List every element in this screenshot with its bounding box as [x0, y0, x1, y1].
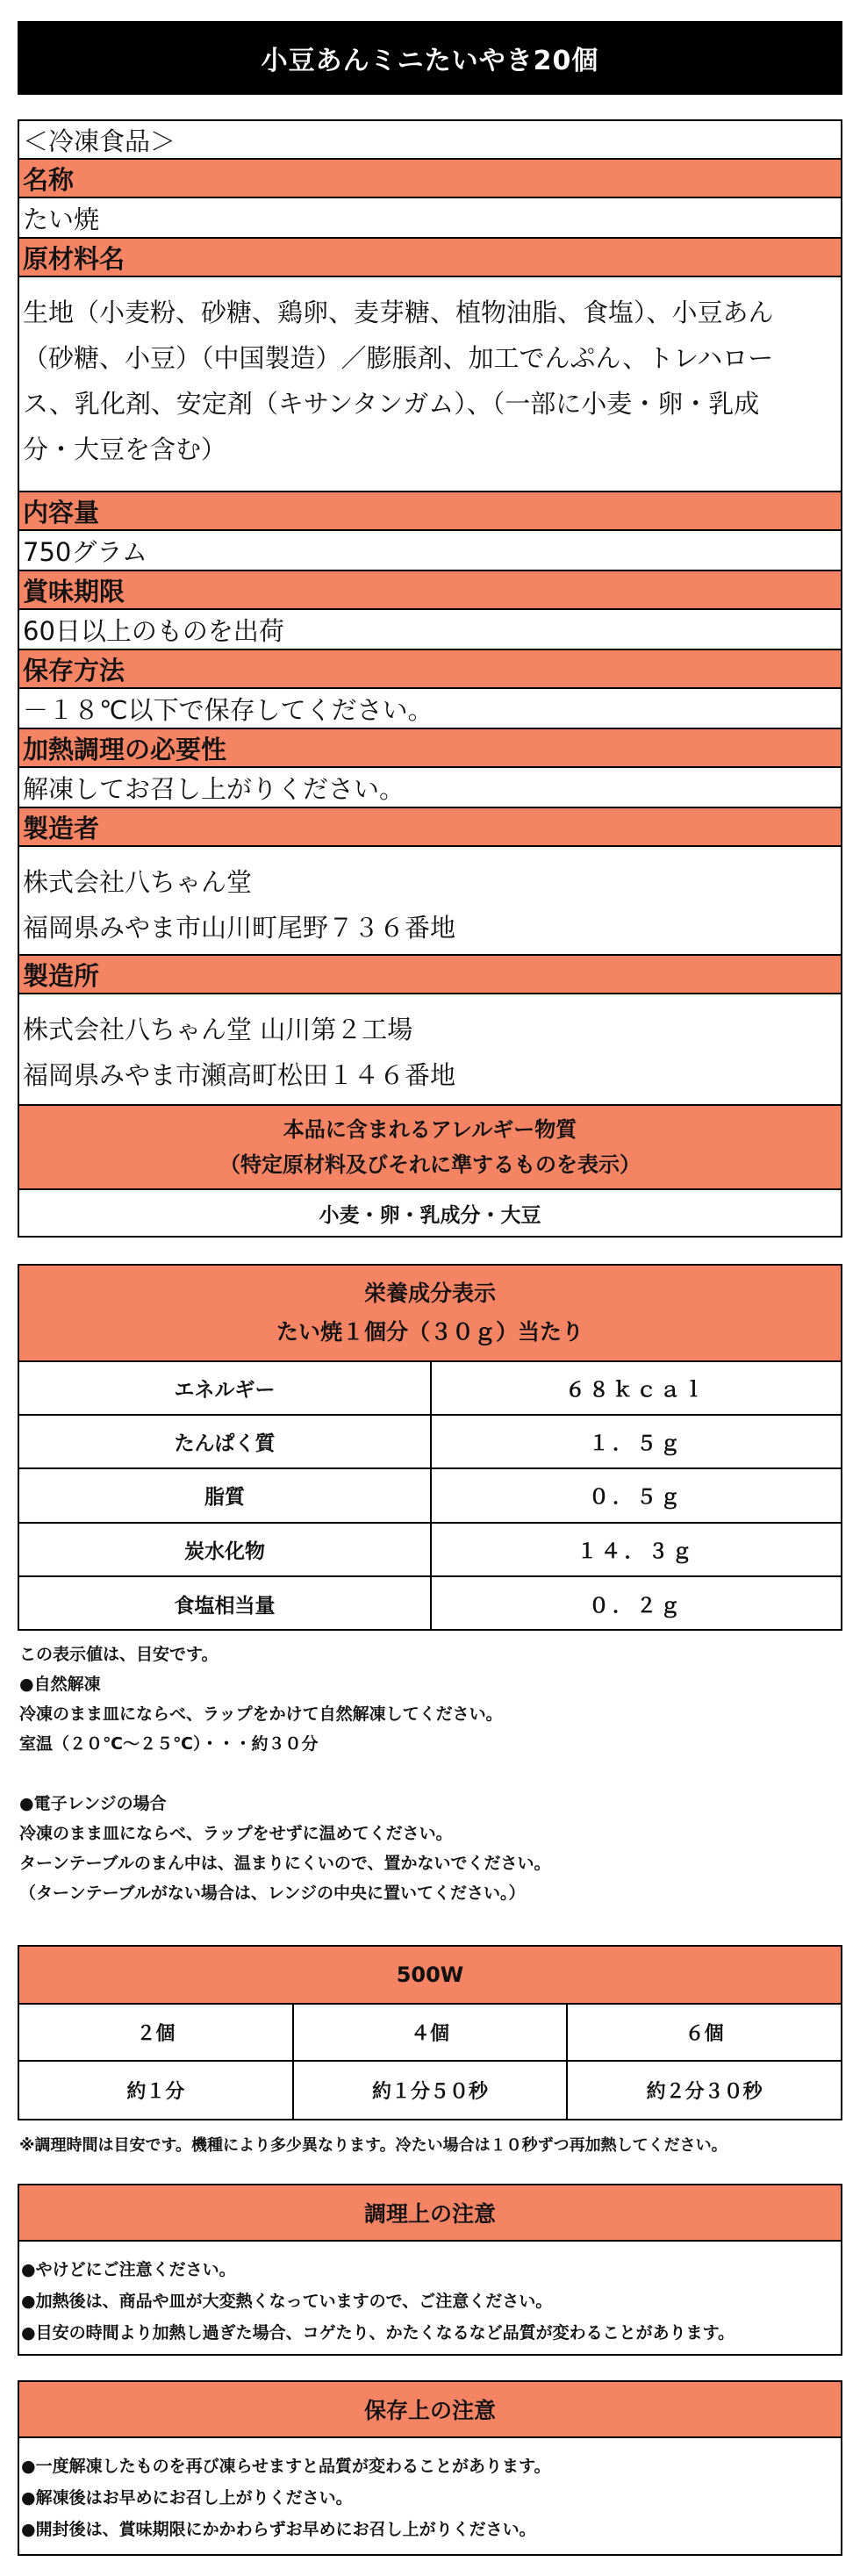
- ingredients-line: 分・大豆を含む）: [23, 434, 227, 464]
- nutrient-value: １４．３ｇ: [577, 1539, 696, 1563]
- heating-time: 約２分３０秒: [646, 2081, 763, 2103]
- storage-label-row: [19, 650, 841, 689]
- storage-label: 保存方法: [23, 655, 125, 685]
- nutrition-row: [19, 1524, 841, 1577]
- storage-caution-title: 保存上の注意: [19, 2382, 841, 2438]
- nutrient-value: ０．２ｇ: [589, 1594, 684, 1618]
- heating-value: 解凍してお召し上がりください。: [23, 773, 405, 804]
- allergy-subtitle: （特定原材料及びそれに準するものを表示）: [219, 1152, 641, 1177]
- expiry-label: 賞味期限: [23, 576, 125, 606]
- nutrient-name: エネルギー: [19, 1362, 432, 1414]
- maker-value-row: [19, 847, 841, 956]
- microwave-line: ターンテーブルのまん中は、温まりにくいので、置かないでください。: [19, 1854, 551, 1873]
- nutrient-value: ０．５ｇ: [589, 1486, 684, 1510]
- nutrient-value: １．５ｇ: [589, 1432, 684, 1456]
- heating-time: 約１分: [19, 2062, 294, 2119]
- plant-label-row: [19, 956, 841, 994]
- microwave-line: （ターンテーブルがない場合は、レンジの中央に置いてください。）: [19, 1884, 526, 1903]
- ingredients-line: （砂糖、小豆）（中国製造）／膨脹剤、加工でんぷん、トレハロー: [23, 343, 774, 373]
- cooking-time-note: ※調理時間は目安です。機種により多少異なります。冷たい場合は１０秒ずつ再加熱してください。: [19, 2136, 727, 2155]
- page-title: 小豆あんミニたいやき20個: [18, 21, 842, 95]
- natural-thaw-line: 室温（２０℃～２５℃）・・・約３０分: [19, 1734, 319, 1754]
- maker-line: 株式会社八ちゃん堂: [23, 867, 253, 897]
- ingredients-value-row: [19, 277, 841, 492]
- nutrition-row: [19, 1416, 841, 1469]
- name-value: たい焼: [23, 204, 100, 234]
- plant-value-row: [19, 994, 841, 1105]
- ingredients-line: 生地（小麦粉、砂糖、鶏卵、麦芽糖、植物油脂、食塩）、小豆あん: [23, 298, 774, 327]
- count-row: [19, 2005, 841, 2062]
- piece-count: ６個: [684, 2023, 724, 2045]
- allergy-title: 本品に含まれるアレルギー物質: [283, 1117, 577, 1142]
- content-value: 750グラム: [23, 536, 148, 567]
- category-row: [19, 121, 841, 160]
- piece-count: ２個: [19, 2005, 294, 2060]
- allergy-header: [19, 1106, 841, 1190]
- nutrition-title: 栄養成分表示: [363, 1281, 496, 1306]
- ingredients-line: ス、乳化剤、安定剤（キサンタンガム）、（一部に小麦・卵・乳成: [23, 389, 760, 419]
- nutrition-table: [18, 1264, 842, 1631]
- name-value-row: [19, 198, 841, 239]
- microwave-title: ●電子レンジの場合: [19, 1794, 167, 1813]
- maker-label-row: [19, 808, 841, 847]
- allergy-box: [18, 1104, 842, 1238]
- heating-time: 約１分５０秒: [294, 2062, 569, 2119]
- expiry-label-row: [19, 571, 841, 610]
- heating-label: 加熱調理の必要性: [23, 734, 227, 764]
- caution-item: ●目安の時間より加熱し過ぎた場合、コゲたり、かたくなるなど品質が変わることがあります。: [21, 2323, 735, 2343]
- cooking-caution-list: [19, 2242, 841, 2357]
- nutrient-name: 食塩相当量: [19, 1577, 432, 1631]
- nutrient-name: 炭水化物: [19, 1524, 432, 1575]
- expiry-value-row: [19, 610, 841, 650]
- nutrient-value: ６８ｋｃａｌ: [565, 1379, 707, 1403]
- nutrient-name: たんぱく質: [19, 1416, 432, 1467]
- content-label: 内容量: [23, 497, 100, 527]
- natural-thaw-line: 冷凍のまま皿にならべ、ラップをかけて自然解凍してください。: [19, 1704, 503, 1724]
- nutrition-row: [19, 1469, 841, 1523]
- storage-caution-box: [18, 2380, 842, 2556]
- food-label-table: [18, 119, 842, 1107]
- nutrition-row: [19, 1362, 841, 1416]
- name-label-row: [19, 160, 841, 198]
- nutrition-header: [19, 1266, 841, 1362]
- storage-value-row: [19, 689, 841, 729]
- cooking-caution-box: [18, 2184, 842, 2356]
- name-label: 名称: [23, 164, 75, 195]
- allergy-items: 小麦・卵・乳成分・大豆: [319, 1203, 541, 1227]
- natural-thaw-title: ●自然解凍: [19, 1675, 101, 1694]
- expiry-value: 60日以上のものを出荷: [23, 615, 284, 646]
- caution-item: ●一度解凍したものを再び凍らせますと品質が変わることがあります。: [21, 2457, 551, 2476]
- plant-line: 福岡県みやま市瀬高町松田１４６番地: [23, 1060, 456, 1090]
- wattage-header: 500W: [19, 1947, 841, 2005]
- estimate-note: この表示値は、目安です。: [19, 1645, 219, 1664]
- content-label-row: [19, 492, 841, 531]
- content-value-row: [19, 531, 841, 571]
- heating-value-row: [19, 768, 841, 808]
- ingredients-label: 原材料名: [23, 243, 125, 274]
- maker-line: 福岡県みやま市山川町尾野７３６番地: [23, 913, 456, 943]
- storage-value: －１８℃以下で保存してください。: [23, 694, 434, 725]
- nutrition-row: [19, 1577, 841, 1631]
- microwave-time-table: [18, 1945, 842, 2120]
- maker-label: 製造者: [23, 813, 100, 843]
- storage-caution-list: [19, 2438, 841, 2554]
- caution-item: ●やけどにご注意ください。: [21, 2260, 236, 2279]
- nutrient-name: 脂質: [19, 1469, 432, 1521]
- plant-label: 製造所: [23, 960, 100, 991]
- piece-count: ４個: [294, 2005, 569, 2060]
- caution-item: ●開封後は、賞味期限にかかわらずお早めにお召し上がりください。: [21, 2520, 536, 2539]
- category-text: ＜冷凍食品＞: [23, 126, 176, 156]
- thaw-notes: [19, 1640, 844, 1908]
- nutrition-serving: たい焼１個分（３０ｇ）当たり: [276, 1319, 584, 1345]
- time-row: [19, 2062, 841, 2119]
- ingredients-label-row: [19, 239, 841, 277]
- caution-item: ●加熱後は、商品や皿が大変熱くなっていますので、ご注意ください。: [21, 2292, 553, 2311]
- cooking-caution-title: 調理上の注意: [19, 2185, 841, 2242]
- caution-item: ●解凍後はお早めにお召し上がりください。: [21, 2488, 353, 2508]
- microwave-line: 冷凍のまま皿にならべ、ラップをせずに温めてください。: [19, 1824, 453, 1843]
- plant-line: 株式会社八ちゃん堂 山川第２工場: [23, 1015, 413, 1044]
- heating-label-row: [19, 729, 841, 768]
- spacer: [19, 1759, 844, 1789]
